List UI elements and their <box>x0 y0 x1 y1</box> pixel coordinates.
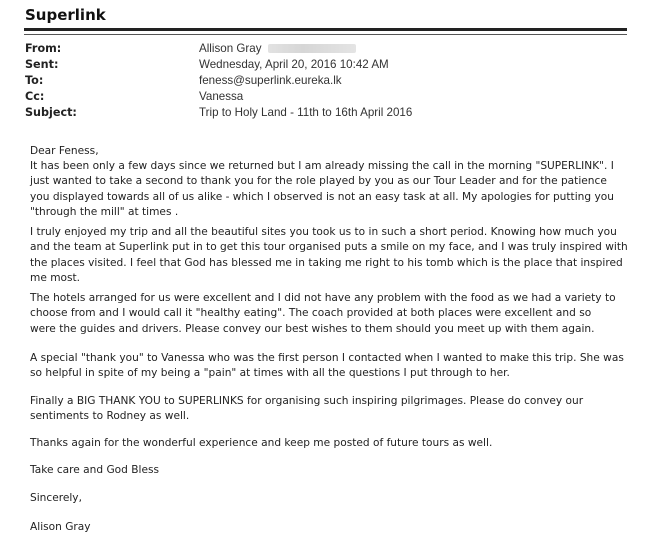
header-value-cc: Vanessa <box>199 90 244 103</box>
paragraph-line: you displayed towards all of us alike - which I observed is not an easy task at all. My apologies for putting you <box>30 190 614 203</box>
header-value-to: feness@superlink.eureka.lk <box>199 74 342 87</box>
header-value-from <box>199 41 356 57</box>
paragraph-line: and the team at Superlink put in to get this tour organised puts a smile on my face, and I was truly inspired with <box>30 241 628 254</box>
header-label-to: To: <box>25 74 44 87</box>
header-divider-thick <box>24 28 627 31</box>
header-value-subject: Trip to Holy Land - 11th to 16th April 2016 <box>199 106 413 119</box>
paragraph-line: sentiments to Rodney as well. <box>30 410 190 423</box>
paragraph-line: Finally a BIG THANK YOU to SUPERLINKS for organising such inspiring pilgrimages. Please do convey our <box>30 395 584 407</box>
paragraph-line: It has been only a few days since we returned but I am already missing the call in the morning "SUPERLINK". I <box>30 160 614 172</box>
paragraph-4 <box>30 351 630 382</box>
paragraph-line: "through the mill" at times . <box>30 205 179 218</box>
header-divider-thin <box>24 34 627 35</box>
paragraph-line: so helpful in spite of my being a "pain" at times with all the questions I put through to her. <box>30 367 510 380</box>
paragraph-line: The hotels arranged for us were excellent and I did not have any problem with the food as we had a variety to <box>30 292 616 304</box>
paragraph-line: A special "thank you" to Vanessa who was the first person I contacted when I wanted to make this trip. She was <box>30 352 624 364</box>
greeting: Dear Feness, <box>30 145 99 157</box>
closing-sincerely: Sincerely, <box>30 492 82 504</box>
redacted-email <box>268 44 356 53</box>
closing-blessing: Take care and God Bless <box>30 464 160 476</box>
paragraph-line: were the guides and drivers. Please convey our best wishes to them should you meet up with them again. <box>30 322 595 335</box>
sender-name: Allison Gray <box>199 42 262 55</box>
header-label-cc: Cc: <box>25 90 45 103</box>
paragraph-3 <box>30 291 630 337</box>
paragraph-line: I truly enjoyed my trip and all the beautiful sites you took us to in such a short period. Knowing how much you <box>30 226 617 238</box>
paragraph-line: the places visited. I feel that God has blessed me in taking me right to his tomb which is the place that inspired <box>30 256 623 269</box>
header-label-subject: Subject: <box>25 106 77 119</box>
paragraph-line: choose from and I would call it "healthy eating". The coach provided at both places were excellent and so <box>30 307 592 320</box>
header-label-from: From: <box>25 42 62 55</box>
brand-title: Superlink <box>25 6 106 24</box>
paragraph-2 <box>30 225 630 286</box>
header-label-sent: Sent: <box>25 58 59 71</box>
header-value-sent: Wednesday, April 20, 2016 10:42 AM <box>199 58 389 71</box>
paragraph-1 <box>30 159 630 220</box>
paragraph-line: just wanted to take a second to thank you for the role played by you as our Tour Leader and for the patience <box>30 175 607 188</box>
paragraph-line: me most. <box>30 271 81 284</box>
signature: Alison Gray <box>30 521 91 533</box>
paragraph-6: Thanks again for the wonderful experience and keep me posted of future tours as well. <box>30 437 493 449</box>
paragraph-5 <box>30 394 630 425</box>
